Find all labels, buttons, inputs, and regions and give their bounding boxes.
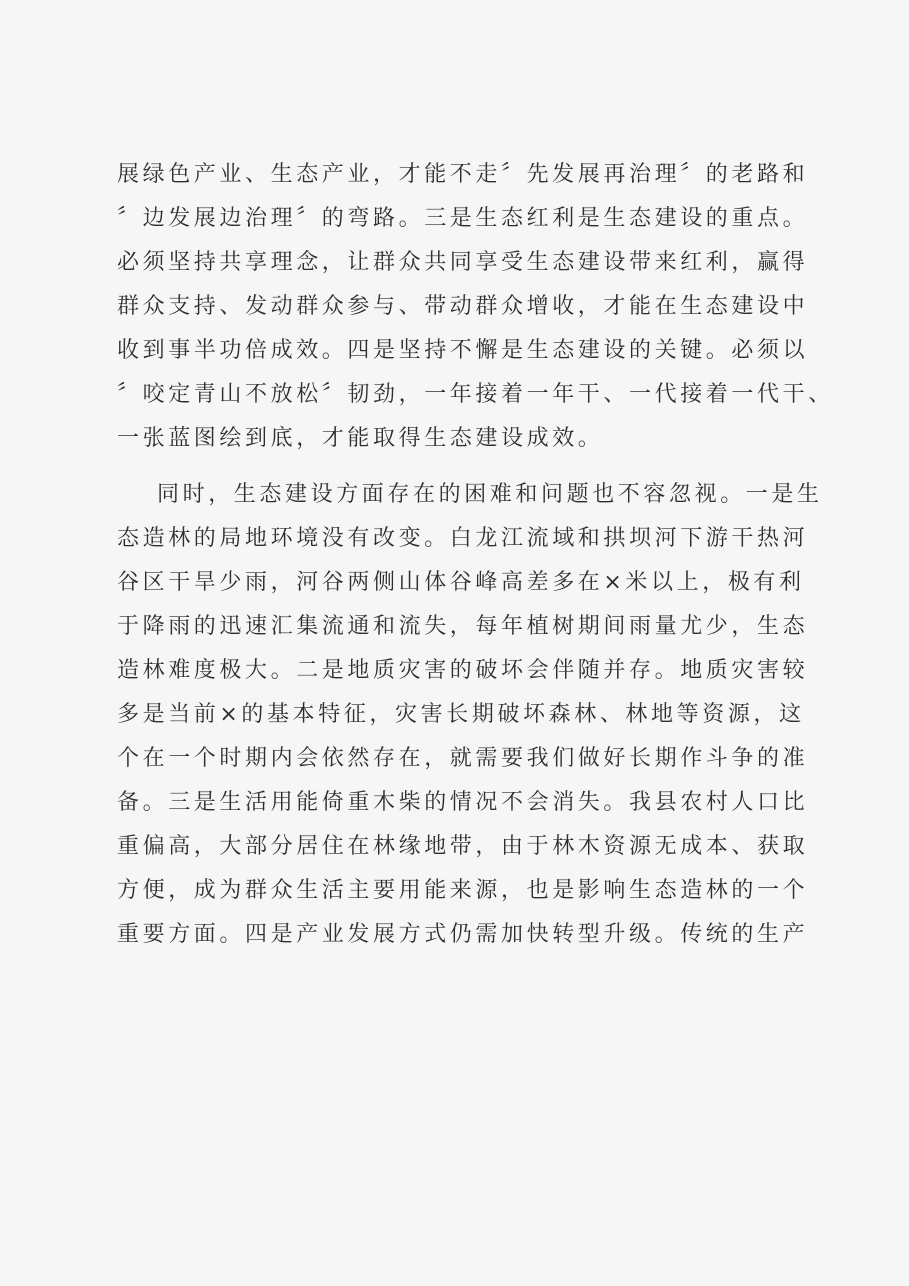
text-line: 群众支持、发动群众参与、带动群众增收，才能在生态建设中 xyxy=(117,294,809,319)
text-line: 造林难度极大。二是地质灾害的破坏会伴随并存。地质灾害较 xyxy=(117,658,809,683)
text-line: 〞咬定青山不放松〞韧劲，一年接着一年干、一代接着一代干、 xyxy=(117,382,834,407)
text-line: 重偏高，大部分居住在林缘地带，由于林木资源无成本、获取 xyxy=(117,834,809,859)
text-line: 态造林的局地环境没有改变。白龙江流域和拱坝河下游干热河 xyxy=(117,526,809,551)
text-line: 收到事半功倍成效。四是坚持不懈是生态建设的关键。必须以 xyxy=(117,338,809,363)
text-line: 一张蓝图绘到底，才能取得生态建设成效。 xyxy=(117,426,604,451)
text-line: 重要方面。四是产业发展方式仍需加快转型升级。传统的生产 xyxy=(117,922,809,947)
text-line: 多是当前×的基本特征，灾害长期破坏森林、林地等资源，这 xyxy=(117,702,805,727)
text-line: 方便，成为群众生活主要用能来源，也是影响生态造林的一个 xyxy=(117,878,809,903)
text-line-indented: 同时，生态建设方面存在的困难和问题也不容忽视。一是生 xyxy=(157,482,823,507)
text-line: 个在一个时期内会依然存在，就需要我们做好长期作斗争的准 xyxy=(117,746,809,771)
text-line: 〞边发展边治理〞的弯路。三是生态红利是生态建设的重点。 xyxy=(117,206,809,231)
text-line: 备。三是生活用能倚重木柴的情况不会消失。我县农村人口比 xyxy=(117,790,809,815)
text-line: 必须坚持共享理念，让群众共同享受生态建设带来红利，赢得 xyxy=(117,250,809,275)
text-line: 展绿色产业、生态产业，才能不走〞先发展再治理〞的老路和 xyxy=(117,162,809,187)
text-line: 谷区干旱少雨，河谷两侧山体谷峰高差多在×米以上，极有利 xyxy=(117,570,805,595)
text-line: 于降雨的迅速汇集流通和流失，每年植树期间雨量尤少，生态 xyxy=(117,614,809,639)
